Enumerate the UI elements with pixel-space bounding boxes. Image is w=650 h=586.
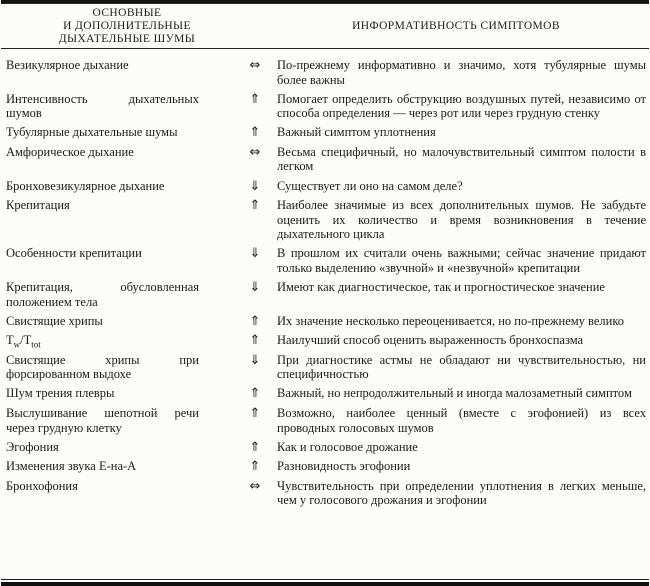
table-row <box>1 280 649 309</box>
table-row <box>1 459 649 474</box>
symptom-info: Их значение несколько переоценивается, но по-прежнему велико <box>277 313 625 328</box>
table-row <box>1 246 649 275</box>
symptom-term: Тубулярные дыхательные шумы <box>6 125 178 140</box>
symptom-info: Как и голосовое дрожание <box>277 439 418 454</box>
table-row <box>1 333 649 348</box>
table-row <box>1 479 649 508</box>
symptom-term: Крепитация <box>6 198 70 213</box>
header-informativeness-label: ИНФОРМАТИВНОСТЬ СИМПТОМОВ <box>352 19 560 32</box>
table-body <box>1 49 649 574</box>
table-row <box>1 386 649 401</box>
table-row <box>1 92 649 121</box>
header-line-3: ДЫХАТЕЛЬНЫЕ ШУМЫ <box>58 32 196 45</box>
symptom-info: По-прежнему информативно и значимо, хотя тубулярные шумы более важны <box>277 58 646 87</box>
double-up-arrow-icon: ⇑ <box>249 333 261 349</box>
symptom-term: Крепитация, обусловленная положением тела <box>6 280 199 309</box>
symptom-term: Свистящие хрипы при форсированном выдохе <box>6 352 199 382</box>
symptom-info: При диагностике астмы не обладают ни чувствительностью, ни специфичностью <box>277 352 646 382</box>
double-up-arrow-icon: ⇑ <box>249 198 261 214</box>
symptom-info: Существует ли оно на самом деле? <box>277 178 463 193</box>
header-line-1: ОСНОВНЫЕ <box>92 6 162 19</box>
column-header-informativeness <box>253 20 649 33</box>
symptom-term: Особенности крепитации <box>6 246 142 261</box>
symptom-info: Помогает определить обструкцию воздушных путей, независимо от способа определения — через рот или через грудную стенку <box>277 91 646 121</box>
double-down-arrow-icon: ⇓ <box>249 280 261 296</box>
double-up-arrow-icon: ⇑ <box>249 405 261 421</box>
double-up-arrow-icon: ⇑ <box>249 313 261 329</box>
double-up-arrow-icon: ⇑ <box>249 439 261 455</box>
symptom-term: Бронхофония <box>6 478 78 493</box>
table-header <box>1 4 649 49</box>
symptom-info: Чувствительность при определении уплотнения в легких меньше, чем у голосового дрожания и эгофонии <box>277 478 646 508</box>
table-row <box>1 353 649 382</box>
double-left-right-arrow-icon: ⇔ <box>249 58 261 73</box>
table-row <box>1 440 649 455</box>
header-line-2: И ДОПОЛНИТЕЛЬНЫЕ <box>63 19 191 32</box>
table-row <box>1 406 649 435</box>
symptom-term: Свистящие хрипы <box>6 313 103 328</box>
table-row <box>1 314 649 329</box>
table-row <box>1 179 649 194</box>
symptom-term: Бронховезикулярное дыхание <box>6 178 165 193</box>
symptom-term: Интенсивность дыхательных шумов <box>6 91 199 121</box>
symptom-term: Выслушивание шепотной речи через грудную клетку <box>6 405 199 435</box>
double-up-arrow-icon: ⇑ <box>249 125 261 141</box>
double-down-arrow-icon: ⇓ <box>249 246 261 262</box>
symptom-term: Шум трения плевры <box>6 386 115 401</box>
double-left-right-arrow-icon: ⇔ <box>249 144 261 160</box>
symptom-term: Амфорическое дыхание <box>6 144 134 159</box>
symptom-info: Важный, но непродолжительный и иногда малозаметный симптом <box>277 386 632 401</box>
double-down-arrow-icon: ⇓ <box>249 178 261 194</box>
double-up-arrow-icon: ⇑ <box>249 459 261 475</box>
symptom-info: Возможно, наиболее ценный (вместе с эгофонией) из всех проводных голосовых шумов <box>277 405 646 435</box>
symptom-info: В прошлом их считали очень важными; сейчас значение придают только выделению «звучной» и «незвучной» крепитации <box>277 246 646 275</box>
column-header-breath-sounds <box>1 7 253 46</box>
symptom-term: Изменения звука Е-на-А <box>6 459 137 474</box>
symptom-info: Разновидность эгофонии <box>277 459 411 474</box>
table-row <box>1 125 649 140</box>
double-up-arrow-icon: ⇑ <box>249 386 261 402</box>
double-up-arrow-icon: ⇑ <box>249 91 261 107</box>
symptom-info: Весьма специфичный, но малочувствительный симптом полости в легком <box>277 144 646 174</box>
symptom-info: Наиболее значимые из всех дополнительных шумов. Не забудьте оценить их количество и время возникновения в течение дыхательного цикла <box>277 198 646 242</box>
symptom-term: Везикулярное дыхание <box>6 58 129 72</box>
symptom-info: Имеют как диагностическое, так и прогностическое значение <box>277 280 605 295</box>
double-down-arrow-icon: ⇓ <box>249 352 261 368</box>
double-left-right-arrow-icon: ⇔ <box>249 478 261 494</box>
bottom-double-rule <box>1 579 649 586</box>
symptom-term: $T_w/T_{tot}$ <box>6 333 41 350</box>
symptom-info: Наилучший способ оценить выраженность бронхоспазма <box>277 333 584 348</box>
symptom-info: Важный симптом уплотнения <box>277 125 436 140</box>
table-row <box>1 58 649 87</box>
table-row <box>1 145 649 174</box>
symptom-term: Эгофония <box>6 439 59 454</box>
table-row <box>1 198 649 242</box>
